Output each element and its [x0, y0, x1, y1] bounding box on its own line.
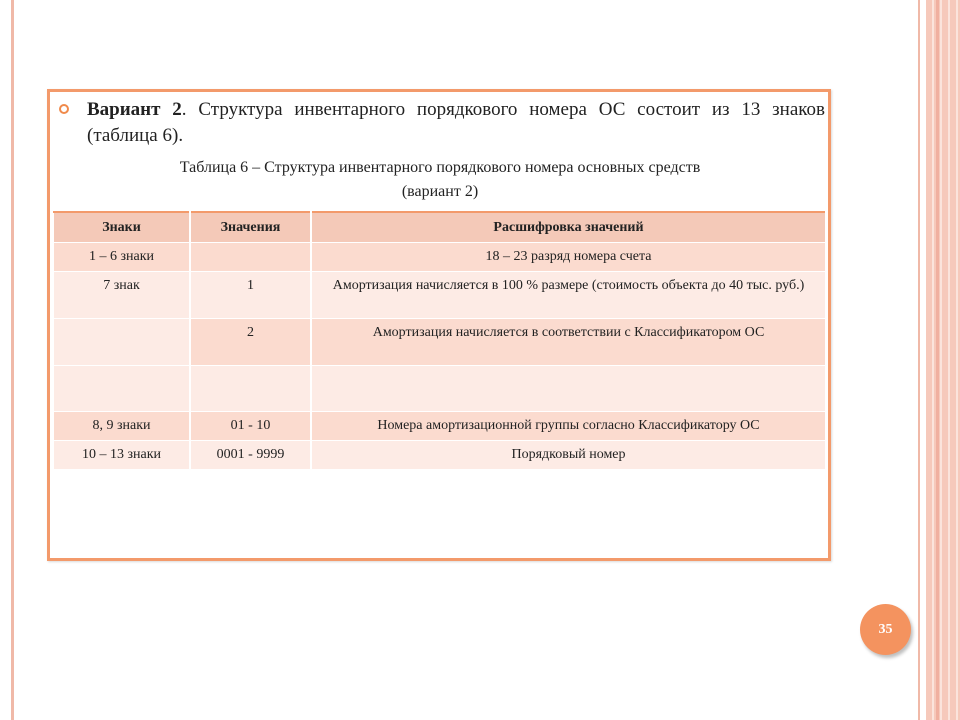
caption-line-1: Таблица 6 – Структура инвентарного порядкового номера основных средств	[179, 159, 701, 176]
header-cell-values: Значения	[190, 212, 311, 243]
slide-frame-right-line	[918, 0, 920, 720]
table-cell: Амортизация начисляется в соответствии с Классификатором ОС	[311, 319, 826, 366]
table-cell: 2	[190, 319, 311, 366]
header-cell-decoding: Расшифровка значений	[311, 212, 826, 243]
table-cell: 18 – 23 разряд номера счета	[311, 243, 826, 272]
table-cell: 7 знак	[54, 272, 191, 319]
structure-table	[53, 211, 827, 470]
slide-frame-right-band	[926, 0, 960, 720]
table-cell: Порядковый номер	[311, 441, 826, 470]
table-cell	[190, 366, 311, 412]
table-header-row	[54, 212, 827, 243]
table-row	[54, 243, 827, 272]
table-cell	[190, 243, 311, 272]
table-row	[54, 441, 827, 470]
page-number-badge: 35	[860, 604, 911, 655]
table-caption	[70, 156, 810, 204]
lead-text: . Структура инвентарного порядкового номера ОС состоит из 13 знаков (таблица 6).	[87, 99, 826, 146]
bullet-circle-icon	[59, 104, 69, 114]
content-placeholder	[47, 89, 831, 561]
caption-line-2: (вариант 2)	[401, 183, 479, 200]
header-cell-signs: Знаки	[54, 212, 191, 243]
table-cell	[54, 366, 191, 412]
table-cell	[311, 366, 826, 412]
table-row	[54, 366, 827, 412]
table-cell	[54, 319, 191, 366]
slide-frame-left-line	[11, 0, 14, 720]
table-cell: 1	[190, 272, 311, 319]
slide-frame-right-band-stripe	[936, 0, 939, 720]
table-row	[54, 319, 827, 366]
table-cell: 8, 9 знаки	[54, 412, 191, 441]
lead-paragraph	[87, 97, 825, 149]
table-cell: 1 – 6 знаки	[54, 243, 191, 272]
table-cell: 01 - 10	[190, 412, 311, 441]
table-row	[54, 272, 827, 319]
table-cell: 0001 - 9999	[190, 441, 311, 470]
table-row	[54, 412, 827, 441]
table-cell: 10 – 13 знаки	[54, 441, 191, 470]
table-cell: Амортизация начисляется в 100 % размере (стоимость объекта до 40 тыс. руб.)	[311, 272, 826, 319]
lead-bold: Вариант 2	[87, 99, 182, 120]
table-cell: Номера амортизационной группы согласно Классификатору ОС	[311, 412, 826, 441]
